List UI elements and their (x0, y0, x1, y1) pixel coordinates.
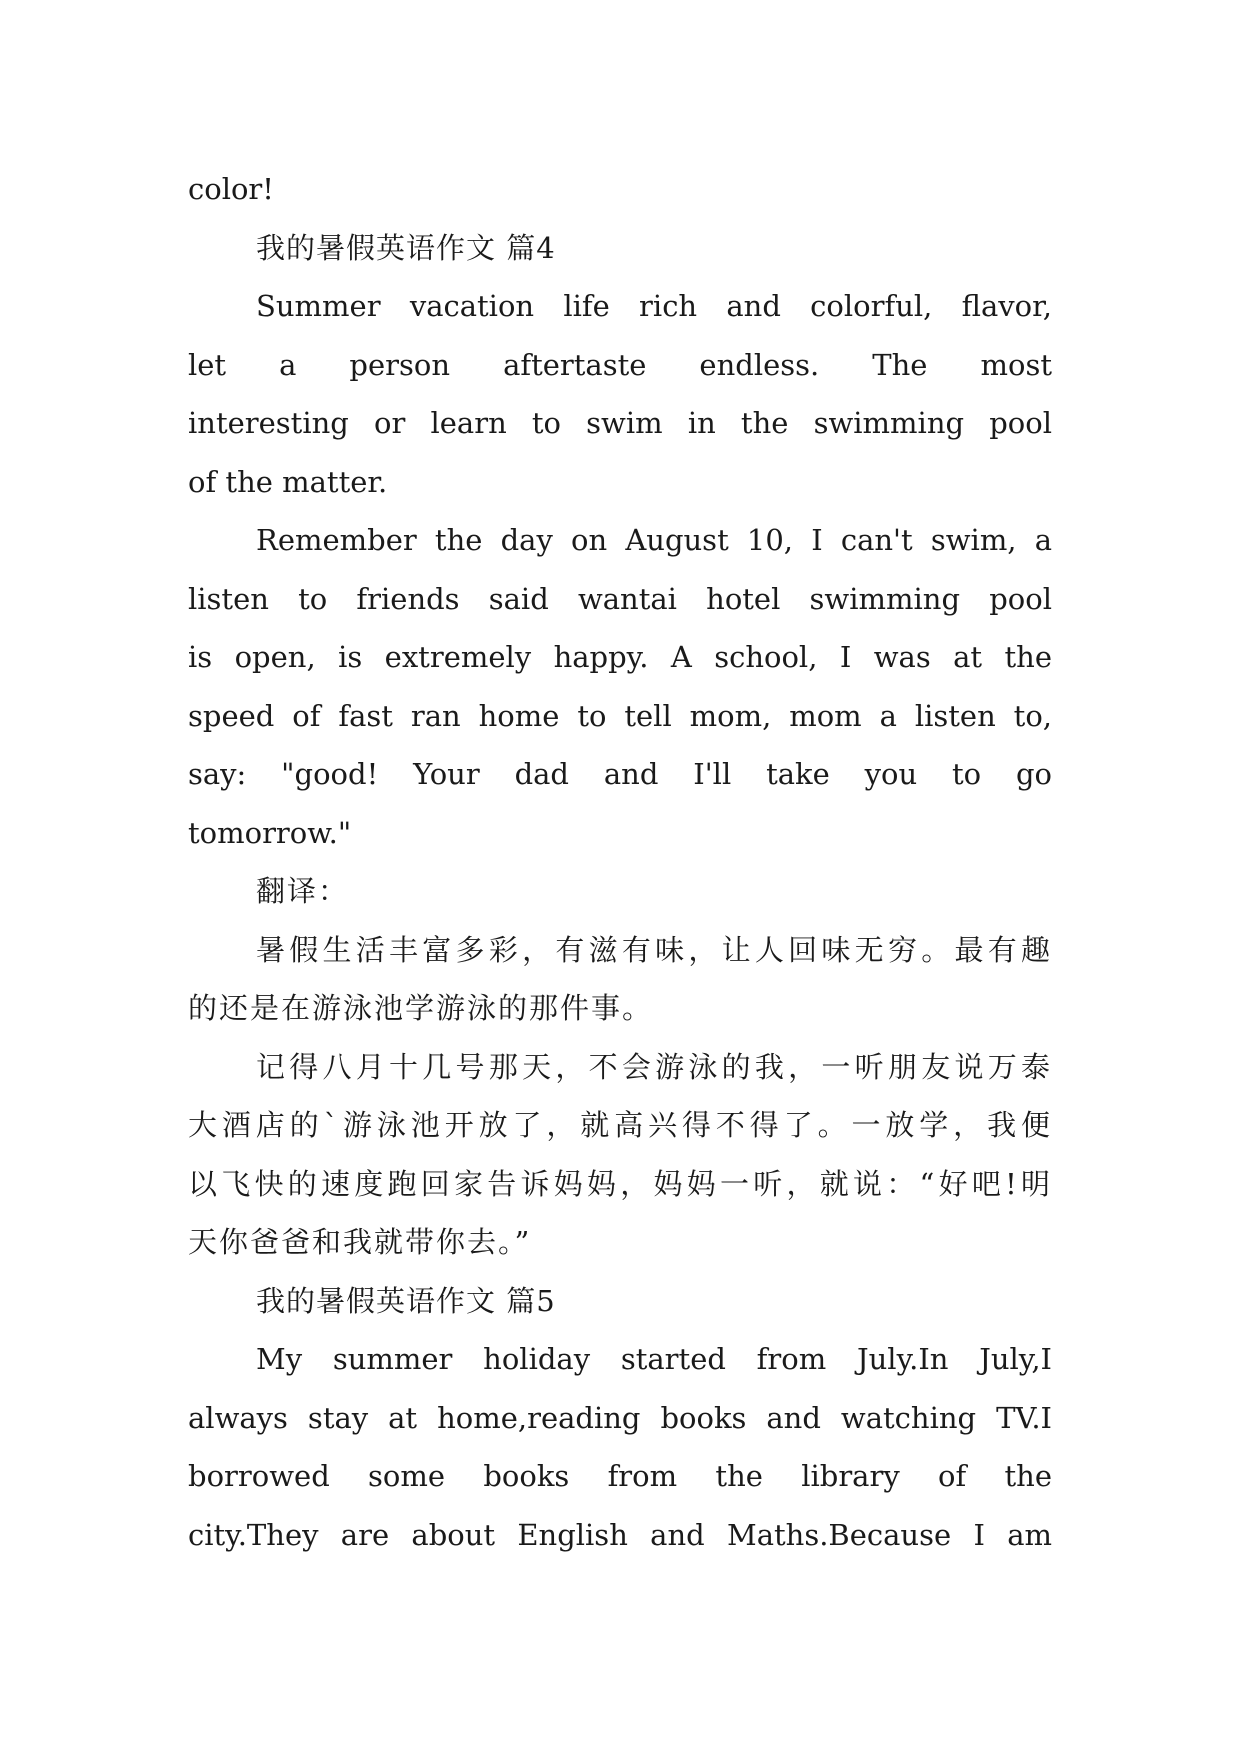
text-line: city.They are about English and Maths.Because I am (188, 1517, 1052, 1552)
document-page (188, 160, 1052, 1564)
text-line: speed of fast ran home to tell mom, mom a listen to, (188, 698, 1052, 733)
text-line: say: "good! Your dad and I'll take you to go (188, 757, 1052, 791)
text-line: 的还是在游泳池学游泳的那件事。 (188, 991, 654, 1025)
text-line: 天你爸爸和我就带你去。” (188, 1225, 532, 1259)
text-line: borrowed some books from the library of the (188, 1459, 1052, 1493)
text-line: tomorrow." (188, 815, 352, 850)
text-line: interesting or learn to swim in the swimming pool (188, 406, 1052, 440)
text-line: 暑假生活丰富多彩，有滋有味，让人回味无穷。最有趣 (256, 932, 1052, 967)
text-line: always stay at home,reading books and watching TV.I (188, 1400, 1052, 1435)
text-line: color! (188, 172, 274, 206)
text-line: My summer holiday started from July.In July,I (256, 1342, 1052, 1376)
text-line: 记得八月十几号那天，不会游泳的我，一听朋友说万泰 (256, 1049, 1052, 1084)
text-line: Remember the day on August 10, I can't swim, a (256, 523, 1052, 557)
text-line: 大酒店的`游泳池开放了，就高兴得不得了。一放学，我便 (188, 1108, 1052, 1142)
text-line: is open, is extremely happy. A school, I was at the (188, 640, 1052, 674)
text-line: 以飞快的速度跑回家告诉妈妈，妈妈一听，就说：“好吧!明 (188, 1166, 1052, 1201)
text-line: Summer vacation life rich and colorful, flavor, (256, 289, 1052, 323)
text-line: listen to friends said wantai hotel swimming pool (188, 581, 1052, 616)
section-heading: 我的暑假英语作文 篇4 (256, 230, 556, 265)
section-heading: 我的暑假英语作文 篇5 (256, 1283, 556, 1318)
text-line: of the matter. (188, 464, 388, 499)
text-line: let a person aftertaste endless. The most (188, 347, 1052, 382)
translation-label: 翻译： (256, 874, 350, 908)
